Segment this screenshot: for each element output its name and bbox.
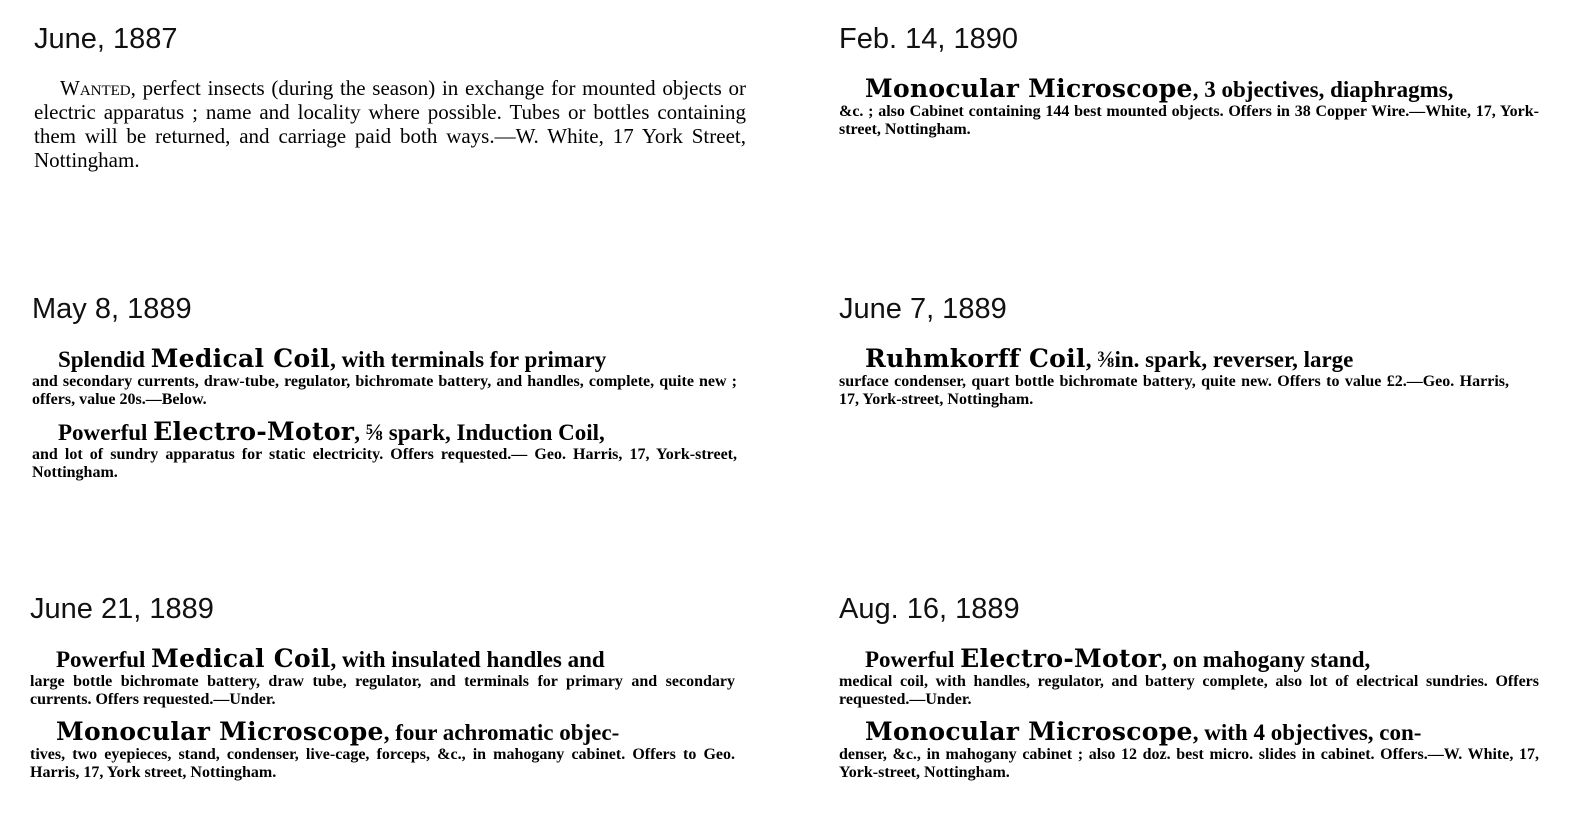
entry-june-7-1889: [839, 295, 1509, 409]
advertisement: [32, 346, 737, 409]
ad-headword: Medical Coil: [150, 344, 331, 373]
ad-lead-rest: , with insulated handles and: [330, 647, 605, 672]
ad-body: large bottle bichromate battery, draw tube, regulator, and terminals for primary and secondary currents. Offers requested.—Under.: [30, 673, 735, 708]
ad-lead-rest: , four achromatic objec-: [383, 720, 620, 745]
ad-headword: Electro-Motor: [960, 644, 1162, 673]
advertisement: [839, 646, 1539, 709]
entry-june-1887: [34, 25, 746, 172]
ad-lead-line: [839, 646, 1539, 673]
ad-body: tives, two eyepieces, stand, condenser, live-cage, forceps, &c., in mahogany cabinet. Offers to Geo. Harris, 17, York street, Nottingham.: [30, 746, 735, 781]
advertisement: [30, 646, 735, 709]
ad-headword: Monocular Microscope: [865, 74, 1193, 103]
ad-lead-word: Wanted: [60, 76, 131, 100]
ad-headword: Electro-Motor: [153, 417, 355, 446]
ad-lead-line: [32, 419, 737, 446]
ad-lead-rest: , ⅝ spark, Induction Coil,: [354, 420, 605, 445]
entry-date: Aug. 16, 1889: [839, 593, 1020, 625]
ad-lead-pre: Powerful: [865, 647, 961, 672]
ad-body: surface condenser, quart bottle bichromate battery, quite new. Offers to value £2.—Geo. Harris, 17, York-street, Nottingham.: [839, 373, 1509, 408]
ad-lead-line: [30, 646, 735, 673]
advertisement: [839, 719, 1539, 782]
entry-june-21-1889: [30, 595, 735, 782]
ad-body: medical coil, with handles, regulator, and battery complete, also lot of electrical sundries. Offers requested.—Under.: [839, 673, 1539, 708]
ad-lead-pre: Powerful: [56, 647, 152, 672]
advertisement: [839, 76, 1539, 139]
entry-date: June, 1887: [34, 23, 178, 55]
ad-body: &c. ; also Cabinet containing 144 best mounted objects. Offers in 38 Copper Wire.—White, 17, York-street, Nottingham.: [839, 103, 1539, 138]
ad-lead-rest: , 3 objectives, diaphragms,: [1192, 77, 1454, 102]
ad-headword: Monocular Microscope: [56, 717, 384, 746]
advertisement: [34, 76, 746, 172]
entry-date: Feb. 14, 1890: [839, 23, 1018, 55]
entry-feb-1890: [839, 25, 1539, 139]
ad-body: and secondary currents, draw-tube, regulator, bichromate battery, and handles, complete, quite new ; offers, value 20s.—Below.: [32, 373, 737, 408]
ad-body: denser, &c., in mahogany cabinet ; also 12 doz. best micro. slides in cabinet. Offers.—W. White, 17, York-street, Nottingham.: [839, 746, 1539, 781]
ad-lead-pre: Powerful: [58, 420, 154, 445]
entry-date: June 7, 1889: [839, 293, 1007, 325]
ad-lead-line: [30, 719, 735, 746]
ad-lead-line: [839, 719, 1539, 746]
advertisement: [30, 719, 735, 782]
ad-headword: Ruhmkorff Coil: [865, 344, 1086, 373]
advertisement: [839, 346, 1509, 409]
ad-lead-rest: , with 4 objectives, con-: [1192, 720, 1422, 745]
ad-headword: Medical Coil: [151, 644, 331, 673]
ad-lead-line: [839, 346, 1509, 373]
ad-lead-line: [32, 346, 737, 373]
ad-headword: Monocular Microscope: [865, 717, 1193, 746]
ad-lead-line: [839, 76, 1539, 103]
entry-aug-1889: [839, 595, 1539, 782]
ad-lead-rest: , with terminals for primary: [330, 347, 607, 372]
ad-lead-pre: Splendid: [58, 347, 151, 372]
ad-lead-rest: , on mahogany stand,: [1161, 647, 1371, 672]
ad-lead-rest: , ⅜in. spark, reverser, large: [1085, 347, 1354, 372]
entry-date: June 21, 1889: [30, 593, 214, 625]
ad-body: , perfect insects (during the season) in exchange for mounted objects or electric apparatus ; name and locality where possible. Tubes or bottles containing them will be returned, and carriage paid both ways.—W. White, 17 York Street, Nottingham.: [34, 76, 746, 172]
ad-body: and lot of sundry apparatus for static electricity. Offers requested.— Geo. Harris, 17, York-street, Nottingham.: [32, 446, 737, 481]
entry-may-1889: [32, 295, 737, 482]
entry-date: May 8, 1889: [32, 293, 192, 325]
advertisement: [32, 419, 737, 482]
